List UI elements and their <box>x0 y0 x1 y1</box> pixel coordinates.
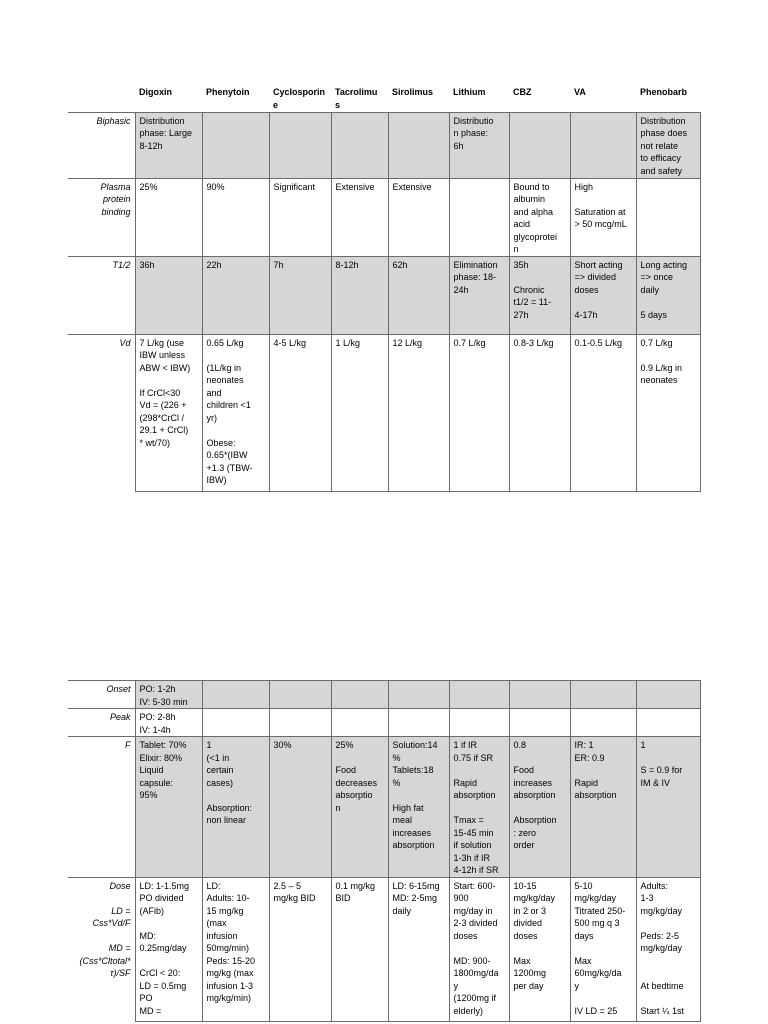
table-cell-cyclosporin-e: 7h <box>269 256 331 334</box>
table-cell-lithium: Start: 600- 900 mg/day in 2-3 divided doses MD: 900- 1800mg/da y (1200mg if elderly) <box>449 877 509 1021</box>
table-cell-phenytoin: 90% <box>202 178 269 256</box>
table-row <box>68 256 700 334</box>
row-label: Vd <box>68 334 135 491</box>
row-label: Biphasic <box>68 112 135 178</box>
table-row <box>68 877 700 1021</box>
table-cell-cbz: Bound to albumin and alpha acid glycoprotei n <box>509 178 570 256</box>
table-cell-digoxin: PO: 2-8h IV: 1-4h <box>135 709 202 737</box>
row-label: Plasma protein binding <box>68 178 135 256</box>
table-row <box>68 178 700 256</box>
column-header-lithium: Lithium <box>453 87 486 97</box>
table-row <box>68 112 700 178</box>
table-cell-va: Short acting => divided doses 4-17h <box>570 256 636 334</box>
table-cell-tacrolimu-s: 25% Food decreases absorptio n <box>331 737 388 878</box>
table-cell-cbz <box>509 112 570 178</box>
table-cell-cyclosporin-e: 30% <box>269 737 331 878</box>
table-cell-sirolimus <box>388 681 449 709</box>
table-cell-cyclosporin-e: 4-5 L/kg <box>269 334 331 491</box>
table-cell-lithium <box>449 178 509 256</box>
table-cell-va: High Saturation at > 50 mcg/mL <box>570 178 636 256</box>
table-header-row <box>68 84 700 112</box>
table-cell-cbz: 35h Chronic t1/2 = 11- 27h <box>509 256 570 334</box>
table-cell-lithium: 1 if IR 0.75 if SR Rapid absorption Tmax = 15-45 min if solution 1-3h if IR 4-12h if SR <box>449 737 509 878</box>
table-cell-tacrolimu-s: 0.1 mg/kg BID <box>331 877 388 1021</box>
table-cell-va <box>570 709 636 737</box>
table-cell-cbz: 0.8-3 L/kg <box>509 334 570 491</box>
table-cell-phenobarb: Long acting => once daily 5 days <box>636 256 700 334</box>
table-cell-tacrolimu-s <box>331 112 388 178</box>
table-cell-phenytoin: 1 (<1 in certain cases) Absorption: non linear <box>202 737 269 878</box>
table-cell-cyclosporin-e: 2.5 – 5 mg/kg BID <box>269 877 331 1021</box>
row-label: T1/2 <box>68 256 135 334</box>
table-row <box>68 334 700 491</box>
header-corner <box>68 84 135 112</box>
table-cell-tacrolimu-s <box>331 709 388 737</box>
table-cell-va: 0.1-0.5 L/kg <box>570 334 636 491</box>
table-row <box>68 709 700 737</box>
row-label: Peak <box>68 709 135 737</box>
table-cell-digoxin: Tablet: 70% Elixir: 80% Liquid capsule: 95% <box>135 737 202 878</box>
table-cell-cbz: 0.8 Food increases absorption Absorption : zero order <box>509 737 570 878</box>
column-header-va: VA <box>574 87 586 97</box>
table-cell-phenytoin <box>202 112 269 178</box>
table-cell-lithium <box>449 681 509 709</box>
table-cell-sirolimus <box>388 709 449 737</box>
column-header-digoxin: Digoxin <box>139 87 172 97</box>
table-row <box>68 737 700 878</box>
pk-table-2 <box>68 680 701 1022</box>
table-cell-lithium: Distributio n phase: 6h <box>449 112 509 178</box>
table-cell-tacrolimu-s: 8-12h <box>331 256 388 334</box>
table-cell-digoxin: 25% <box>135 178 202 256</box>
table-cell-phenytoin: 0.65 L/kg (1L/kg in neonates and children <1 yr) Obese: 0.65*(IBW +1.3 (TBW- IBW) <box>202 334 269 491</box>
table-cell-va: 5-10 mg/kg/day Titrated 250- 500 mg q 3 days Max 60mg/kg/da y IV LD = 25 <box>570 877 636 1021</box>
table-cell-phenobarb: Distribution phase does not relate to efficacy and safety <box>636 112 700 178</box>
table-cell-lithium: Elimination phase: 18- 24h <box>449 256 509 334</box>
table-cell-va <box>570 681 636 709</box>
table-cell-cyclosporin-e <box>269 681 331 709</box>
table-cell-cyclosporin-e: Significant <box>269 178 331 256</box>
table-cell-lithium <box>449 709 509 737</box>
table-cell-cbz <box>509 681 570 709</box>
table-cell-tacrolimu-s <box>331 681 388 709</box>
table-cell-phenobarb: 0.7 L/kg 0.9 L/kg in neonates <box>636 334 700 491</box>
table-cell-cyclosporin-e <box>269 709 331 737</box>
table-cell-va <box>570 112 636 178</box>
table-cell-sirolimus: Solution:14 % Tablets:18 % High fat meal increases absorption <box>388 737 449 878</box>
table-cell-phenobarb <box>636 709 700 737</box>
table-cell-phenobarb: 1 S = 0.9 for IM & IV <box>636 737 700 878</box>
table-cell-phenytoin <box>202 709 269 737</box>
table-cell-va: IR: 1 ER: 0.9 Rapid absorption <box>570 737 636 878</box>
table-cell-tacrolimu-s: Extensive <box>331 178 388 256</box>
table-cell-sirolimus: Extensive <box>388 178 449 256</box>
column-header-sirolimus: Sirolimus <box>392 87 434 97</box>
table-cell-sirolimus: 12 L/kg <box>388 334 449 491</box>
column-header-cbz: CBZ <box>513 87 532 97</box>
table-cell-digoxin: Distribution phase: Large 8-12h <box>135 112 202 178</box>
table-cell-sirolimus: 62h <box>388 256 449 334</box>
table-cell-digoxin: 7 L/kg (use IBW unless ABW < IBW) If CrCl<30 Vd = (226 + (298*CrCl / 29.1 + CrCl) * wt/70) <box>135 334 202 491</box>
table-cell-phenobarb <box>636 681 700 709</box>
table-cell-phenobarb: Adults: 1-3 mg/kg/day Peds: 2-5 mg/kg/day At bedtime Start ¼ 1st <box>636 877 700 1021</box>
table-cell-phenytoin <box>202 681 269 709</box>
table-cell-sirolimus: LD: 6-15mg MD: 2-5mg daily <box>388 877 449 1021</box>
table-cell-cbz <box>509 709 570 737</box>
column-header-phenytoin: Phenytoin <box>206 87 250 97</box>
table-cell-phenytoin: LD: Adults: 10- 15 mg/kg (max infusion 50mg/min) Peds: 15-20 mg/kg (max infusion 1-3 mg/kg/min) <box>202 877 269 1021</box>
table-cell-digoxin: LD: 1-1.5mg PO divided (AFib) MD: 0.25mg/day CrCl < 20: LD = 0.5mg PO MD = <box>135 877 202 1021</box>
table-row <box>68 681 700 709</box>
table-cell-digoxin: PO: 1-2h IV: 5-30 min <box>135 681 202 709</box>
row-label: F <box>68 737 135 878</box>
column-header-cyclosporin-e: Cyclosporin e <box>273 87 326 110</box>
row-label: Onset <box>68 681 135 709</box>
row-label: Dose LD = Css*Vd/F MD = (Css*Cltotal* τ)/SF <box>68 877 135 1021</box>
column-header-phenobarb: Phenobarb <box>640 87 688 97</box>
table-cell-cyclosporin-e <box>269 112 331 178</box>
column-header-tacrolimu-s: Tacrolimu s <box>335 87 378 110</box>
table-cell-phenytoin: 22h <box>202 256 269 334</box>
pk-table-1 <box>68 84 701 492</box>
table-cell-cbz: 10-15 mg/kg/day in 2 or 3 divided doses Max 1200mg per day <box>509 877 570 1021</box>
table-cell-sirolimus <box>388 112 449 178</box>
table-cell-tacrolimu-s: 1 L/kg <box>331 334 388 491</box>
table-cell-lithium: 0.7 L/kg <box>449 334 509 491</box>
table-cell-phenobarb <box>636 178 700 256</box>
table-cell-digoxin: 36h <box>135 256 202 334</box>
